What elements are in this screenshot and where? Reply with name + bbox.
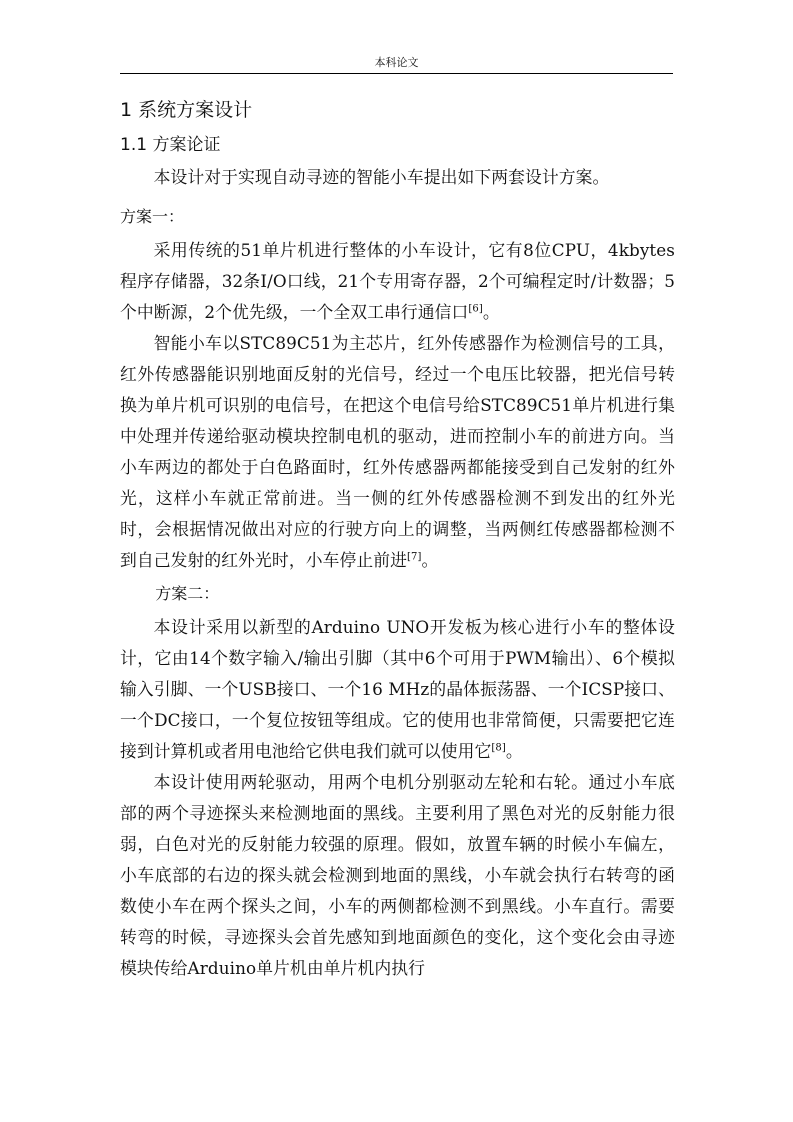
plan-one-label: 方案一： xyxy=(120,207,185,226)
plan-two-paragraph-2: 本设计使用两轮驱动，用两个电机分别驱动左轮和右轮。通过小车底部的两个寻迹探头来检测地面的黑线。主要利用了黑色对光的反射能力很弱，白色对光的反射能力较强的原理。假如，放置车辆的时候小车偏左，小车底部的右边的探头就会检测到地面的黑线，小车就会执行右转弯的函数使小车在两个探头之间，小车的两侧都检测不到黑线。小车直行。需要转弯的时候，寻迹探头会首先感知到地面颜色的变化，这个变化会由寻迹模块传给Arduino单片机由单片机内执行 xyxy=(120,772,675,978)
plan-one-paragraph-1-end: 。 xyxy=(482,302,500,322)
section-heading: 1 系统方案设计 xyxy=(120,99,253,121)
plan-two-paragraph-1 xyxy=(120,612,675,767)
intro-paragraph: 本设计对于实现自动寻迹的智能小车提出如下两套设计方案。 xyxy=(153,167,610,187)
citation-7: [7] xyxy=(406,551,422,563)
plan-one-paragraph-2-end: 。 xyxy=(421,550,439,570)
header-divider xyxy=(120,73,673,74)
plan-one-paragraph-1 xyxy=(120,235,675,328)
page-body xyxy=(120,92,675,984)
plan-one-paragraph-1-text: 采用传统的51单片机进行整体的小车设计，它有8位CPU，4kbytes程序存储器，32条I/O口线，21个专用寄存器，2个可编程定时/计数器；5个中断源，2个优先级，一个全双工串行通信口 xyxy=(120,240,675,322)
plan-two-label: 方案二： xyxy=(155,584,220,603)
running-header: 本科论文 xyxy=(374,56,419,69)
citation-8: [8] xyxy=(491,742,506,754)
plan-two-paragraph-1-end: 。 xyxy=(505,741,523,761)
plan-one-paragraph-2-text: 智能小车以STC89C51为主芯片，红外传感器作为检测信号的工具，红外传感器能识别地面反射的光信号，经过一个电压比较器，把光信号转换为单片机可识别的电信号，在把这个电信号给STC89C51单片机进行集中处理并传递给驱动模块控制电机的驱动，进而控制小车的前进方向。当小车两边的都处于白色路面时，红外传感器两都能接受到自己发射的红外光，这样小车就正常前进。当一侧的红外传感器检测不到发出的红外光时，会根据情况做出对应的行驶方向上的调整，当两侧红传感器都检测不到自己发射的红外光时，小车停止前进 xyxy=(120,333,675,570)
plan-two-paragraph-1-text: 本设计采用以新型的Arduino UNO开发板为核心进行小车的整体设计，它由14个数字输入/输出引脚（其中6个可用于PWM输出）、6个模拟输入引脚、一个USB接口、一个16 MHz的晶体振荡器、一个ICSP接口、一个DC接口，一个复位按钮等组成。它的使用也非常简便，只需要把它连接到计算机或者用电池给它供电我们就可以使用它 xyxy=(120,617,675,761)
subsection-heading: 1.1 方案论证 xyxy=(120,135,221,155)
citation-6: [6] xyxy=(468,303,483,315)
plan-one-paragraph-2 xyxy=(120,328,675,576)
